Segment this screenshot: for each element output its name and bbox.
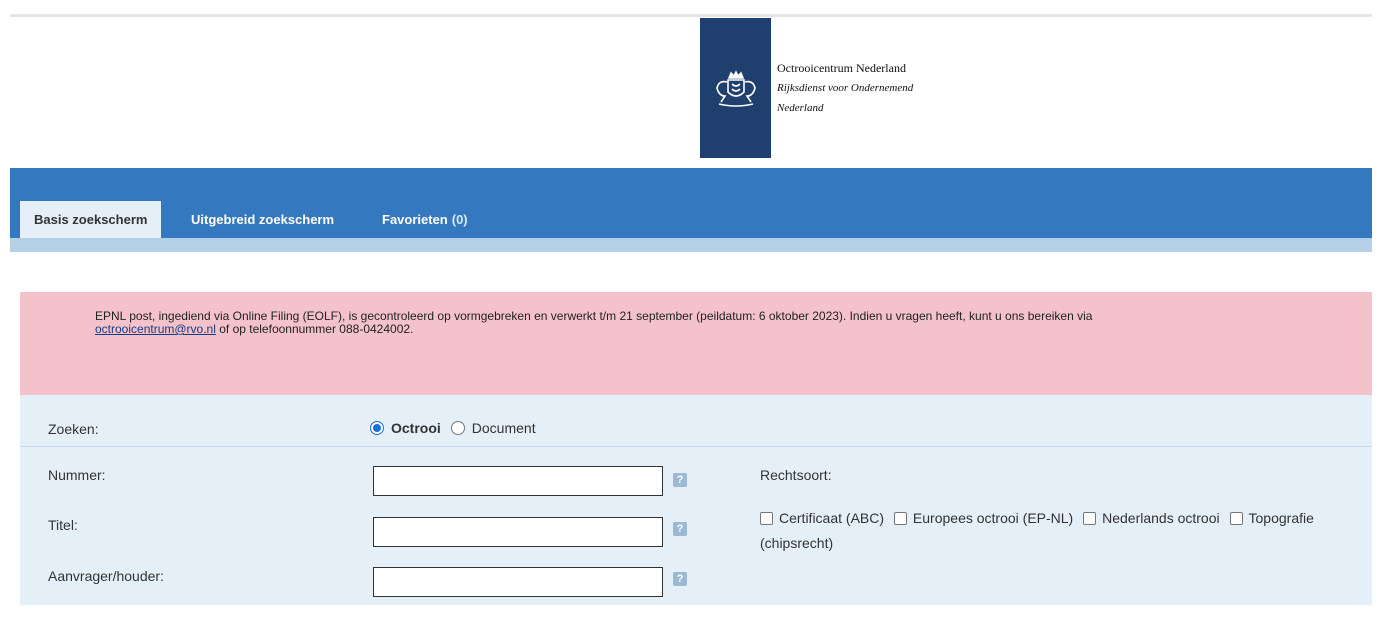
checkbox-ep-nl[interactable] — [894, 512, 907, 525]
radio-document[interactable] — [451, 421, 465, 435]
title-help-icon[interactable]: ? — [673, 522, 687, 536]
org-name — [777, 58, 913, 118]
checkbox-topografie[interactable] — [1230, 512, 1243, 525]
rechtsoort-label: Rechtsoort: — [760, 467, 832, 483]
search-type-label: Zoeken: — [48, 421, 99, 437]
tab-uitgebreid-zoekscherm[interactable] — [191, 201, 334, 238]
favorites-count: (0) — [451, 212, 468, 227]
number-label: Nummer: — [48, 467, 106, 483]
tab-label: Favorieten — [382, 212, 448, 227]
number-help-icon[interactable]: ? — [673, 473, 687, 487]
email-link[interactable]: octrooicentrum@rvo.nl — [95, 322, 216, 336]
tab-favorieten[interactable] — [382, 201, 468, 238]
applicant-label: Aanvrager/houder: — [48, 568, 164, 584]
checkbox-label[interactable]: Certificaat (ABC) — [779, 510, 885, 526]
applicant-help-icon[interactable]: ? — [673, 572, 687, 586]
notice-text: EPNL post, ingediend via Online Filing (EOLF), is gecontroleerd op vormgebreken en verwerkt t/m 21 september (peildatum: 6 oktober 2023). Indien u vragen heeft, kunt u ons bereiken via — [95, 309, 1093, 323]
tab-label: Basis zoekscherm — [34, 212, 148, 227]
title-input[interactable] — [373, 517, 663, 547]
radio-octrooi-label[interactable]: Octrooi — [391, 420, 441, 436]
checkbox-label[interactable]: Europees octrooi (EP-NL) — [912, 510, 1074, 526]
checkbox-item-abc[interactable] — [760, 510, 884, 526]
notice-banner — [20, 292, 1372, 395]
org-name-line1: Octrooicentrum Nederland — [777, 61, 906, 75]
notice-tail: of op telefoonnummer 088-0424002. — [219, 322, 414, 336]
search-type-radio-group — [370, 420, 546, 436]
checkbox-abc[interactable] — [760, 512, 773, 525]
checkbox-label[interactable]: Topografie (chipsrecht) — [760, 510, 1314, 551]
org-logo[interactable] — [700, 18, 913, 158]
org-name-line3: Nederland — [777, 102, 824, 114]
radio-octrooi[interactable] — [370, 421, 384, 435]
applicant-input[interactable] — [373, 567, 663, 597]
org-name-line2: Rijksdienst voor Ondernemend — [777, 82, 914, 94]
checkbox-item-ep-nl[interactable] — [894, 510, 1073, 526]
coat-of-arms-icon — [700, 18, 771, 158]
checkbox-label[interactable]: Nederlands octrooi — [1102, 510, 1220, 526]
checkbox-item-nl[interactable] — [1083, 510, 1220, 526]
tab-label: Uitgebreid zoekscherm — [191, 212, 335, 227]
title-label: Titel: — [48, 517, 78, 533]
radio-document-label[interactable]: Document — [471, 420, 536, 436]
top-rule — [10, 14, 1372, 17]
tab-basis-zoekscherm[interactable] — [20, 201, 161, 238]
form-divider — [20, 446, 1372, 447]
search-form — [20, 395, 1372, 605]
checkbox-nl[interactable] — [1083, 512, 1096, 525]
number-input[interactable] — [373, 466, 663, 496]
nav-sub-bar — [10, 238, 1372, 252]
rechtsoort-checkboxes — [760, 506, 1320, 556]
